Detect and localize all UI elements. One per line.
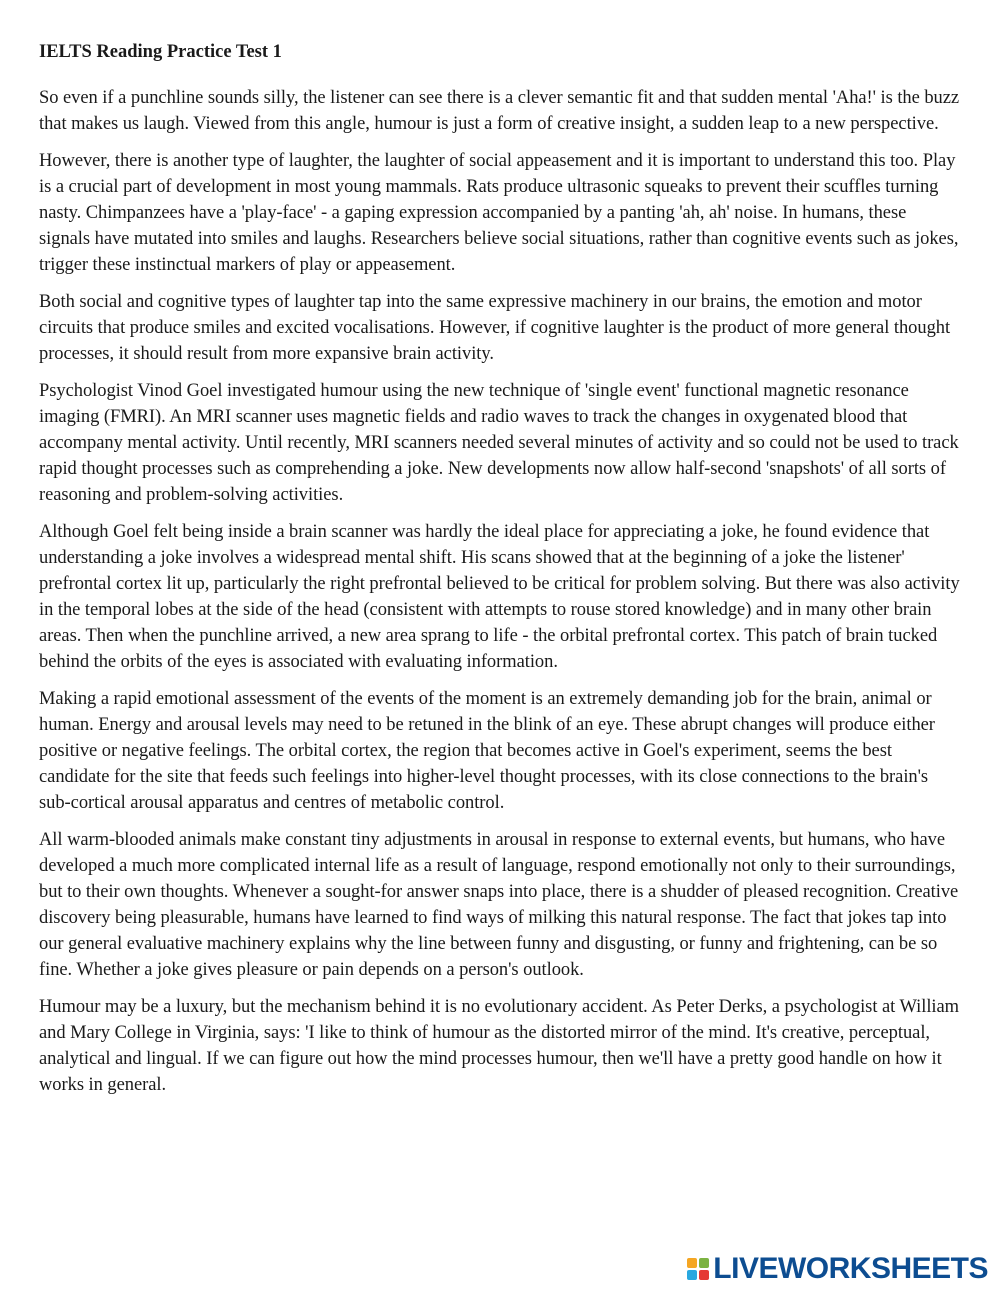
paragraph-6: Making a rapid emotional assessment of the events of the moment is an extremely demanding job for the brain, animal or human. Energy and arousal levels may need to be retuned in the blink of an eye. These abrupt changes will produce either positive or negative feelings. The orbital cortex, the region that becomes active in Goel's experiment, seems the best candidate for the site that feeds such feelings into higher-level thought processes, with its close connections to the brain's sub-cortical arousal apparatus and centres of metabolic control. bbox=[39, 689, 935, 813]
logo-mark-square-4 bbox=[699, 1270, 709, 1280]
logo-text: LIVEWORKSHEETS bbox=[713, 1252, 988, 1285]
logo-mark-square-1 bbox=[687, 1258, 697, 1268]
paragraph-7: All warm-blooded animals make constant tiny adjustments in arousal in response to external events, but humans, who have developed a much more complicated internal life as a result of language, respond emotionally not only to their surroundings, but to their own thoughts. Whenever a sought-for answer snaps into place, there is a shudder of pleased recognition. Creative discovery being pleasurable, humans have learned to find ways of milking this natural response. The fact that jokes tap into our general evaluative machinery explains why the line between funny and disgusting, or funny and frightening, can be so fine. Whether a joke gives pleasure or pain depends on a person's outlook. bbox=[39, 830, 959, 980]
paragraph-8: Humour may be a luxury, but the mechanism behind it is no evolutionary accident. As Peter Derks, a psychologist at William and Mary College in Virginia, says: 'I like to think of humour as the distorted mirror of the mind. It's creative, perceptual, analytical and lingual. If we can figure out how the mind processes humour, then we'll have a pretty good handle on how it works in general. bbox=[39, 997, 960, 1095]
logo-mark-square-3 bbox=[687, 1270, 697, 1280]
liveworksheets-logo[interactable] bbox=[687, 1254, 988, 1284]
paragraph-4: Psychologist Vinod Goel investigated humour using the new technique of 'single event' functional magnetic resonance imaging (FMRI). An MRI scanner uses magnetic fields and radio waves to track the changes in oxygenated blood that accompany mental activity. Until recently, MRI scanners needed several minutes of activity and so could not be used to track rapid thought processes such as comprehending a joke. New developments now allow half-second 'snapshots' of all sorts of reasoning and problem-solving activities. bbox=[39, 381, 959, 505]
document-title: IELTS Reading Practice Test 1 bbox=[39, 42, 282, 62]
paragraph-5: Although Goel felt being inside a brain scanner was hardly the ideal place for appreciating a joke, he found evidence that understanding a joke involves a widespread mental shift. His scans showed that at the beginning of a joke the listener' prefrontal cortex lit up, particularly the right prefrontal believed to be critical for problem solving. But there was also activity in the temporal lobes at the side of the head (consistent with attempts to rouse stored knowledge) and in many other brain areas. Then when the punchline arrived, a new area sprang to life - the orbital prefrontal cortex. This patch of brain tucked behind the orbits of the eyes is associated with evaluating information. bbox=[39, 522, 960, 672]
paragraph-1: So even if a punchline sounds silly, the listener can see there is a clever semantic fit and that sudden mental 'Aha!' is the buzz that makes us laugh. Viewed from this angle, humour is just a form of creative insight, a sudden leap to a new perspective. bbox=[39, 88, 960, 134]
paragraph-3: Both social and cognitive types of laughter tap into the same expressive machinery in our brains, the emotion and motor circuits that produce smiles and excited vocalisations. However, if cognitive laughter is the product of more general thought processes, it should result from more expansive brain activity. bbox=[39, 292, 951, 364]
logo-mark-icon bbox=[687, 1258, 709, 1280]
logo-mark-square-2 bbox=[699, 1258, 709, 1268]
paragraph-2: However, there is another type of laughter, the laughter of social appeasement and it is important to understand this too. Play is a crucial part of development in most young mammals. Rats produce ultrasonic squeaks to prevent their scuffles turning nasty. Chimpanzees have a 'play-face' - a gaping expression accompanied by a panting 'ah, ah' noise. In humans, these signals have mutated into smiles and laughs. Researchers believe social situations, rather than cognitive events such as jokes, trigger these instinctual markers of play or appeasement. bbox=[39, 151, 959, 275]
document-page bbox=[39, 40, 961, 1109]
